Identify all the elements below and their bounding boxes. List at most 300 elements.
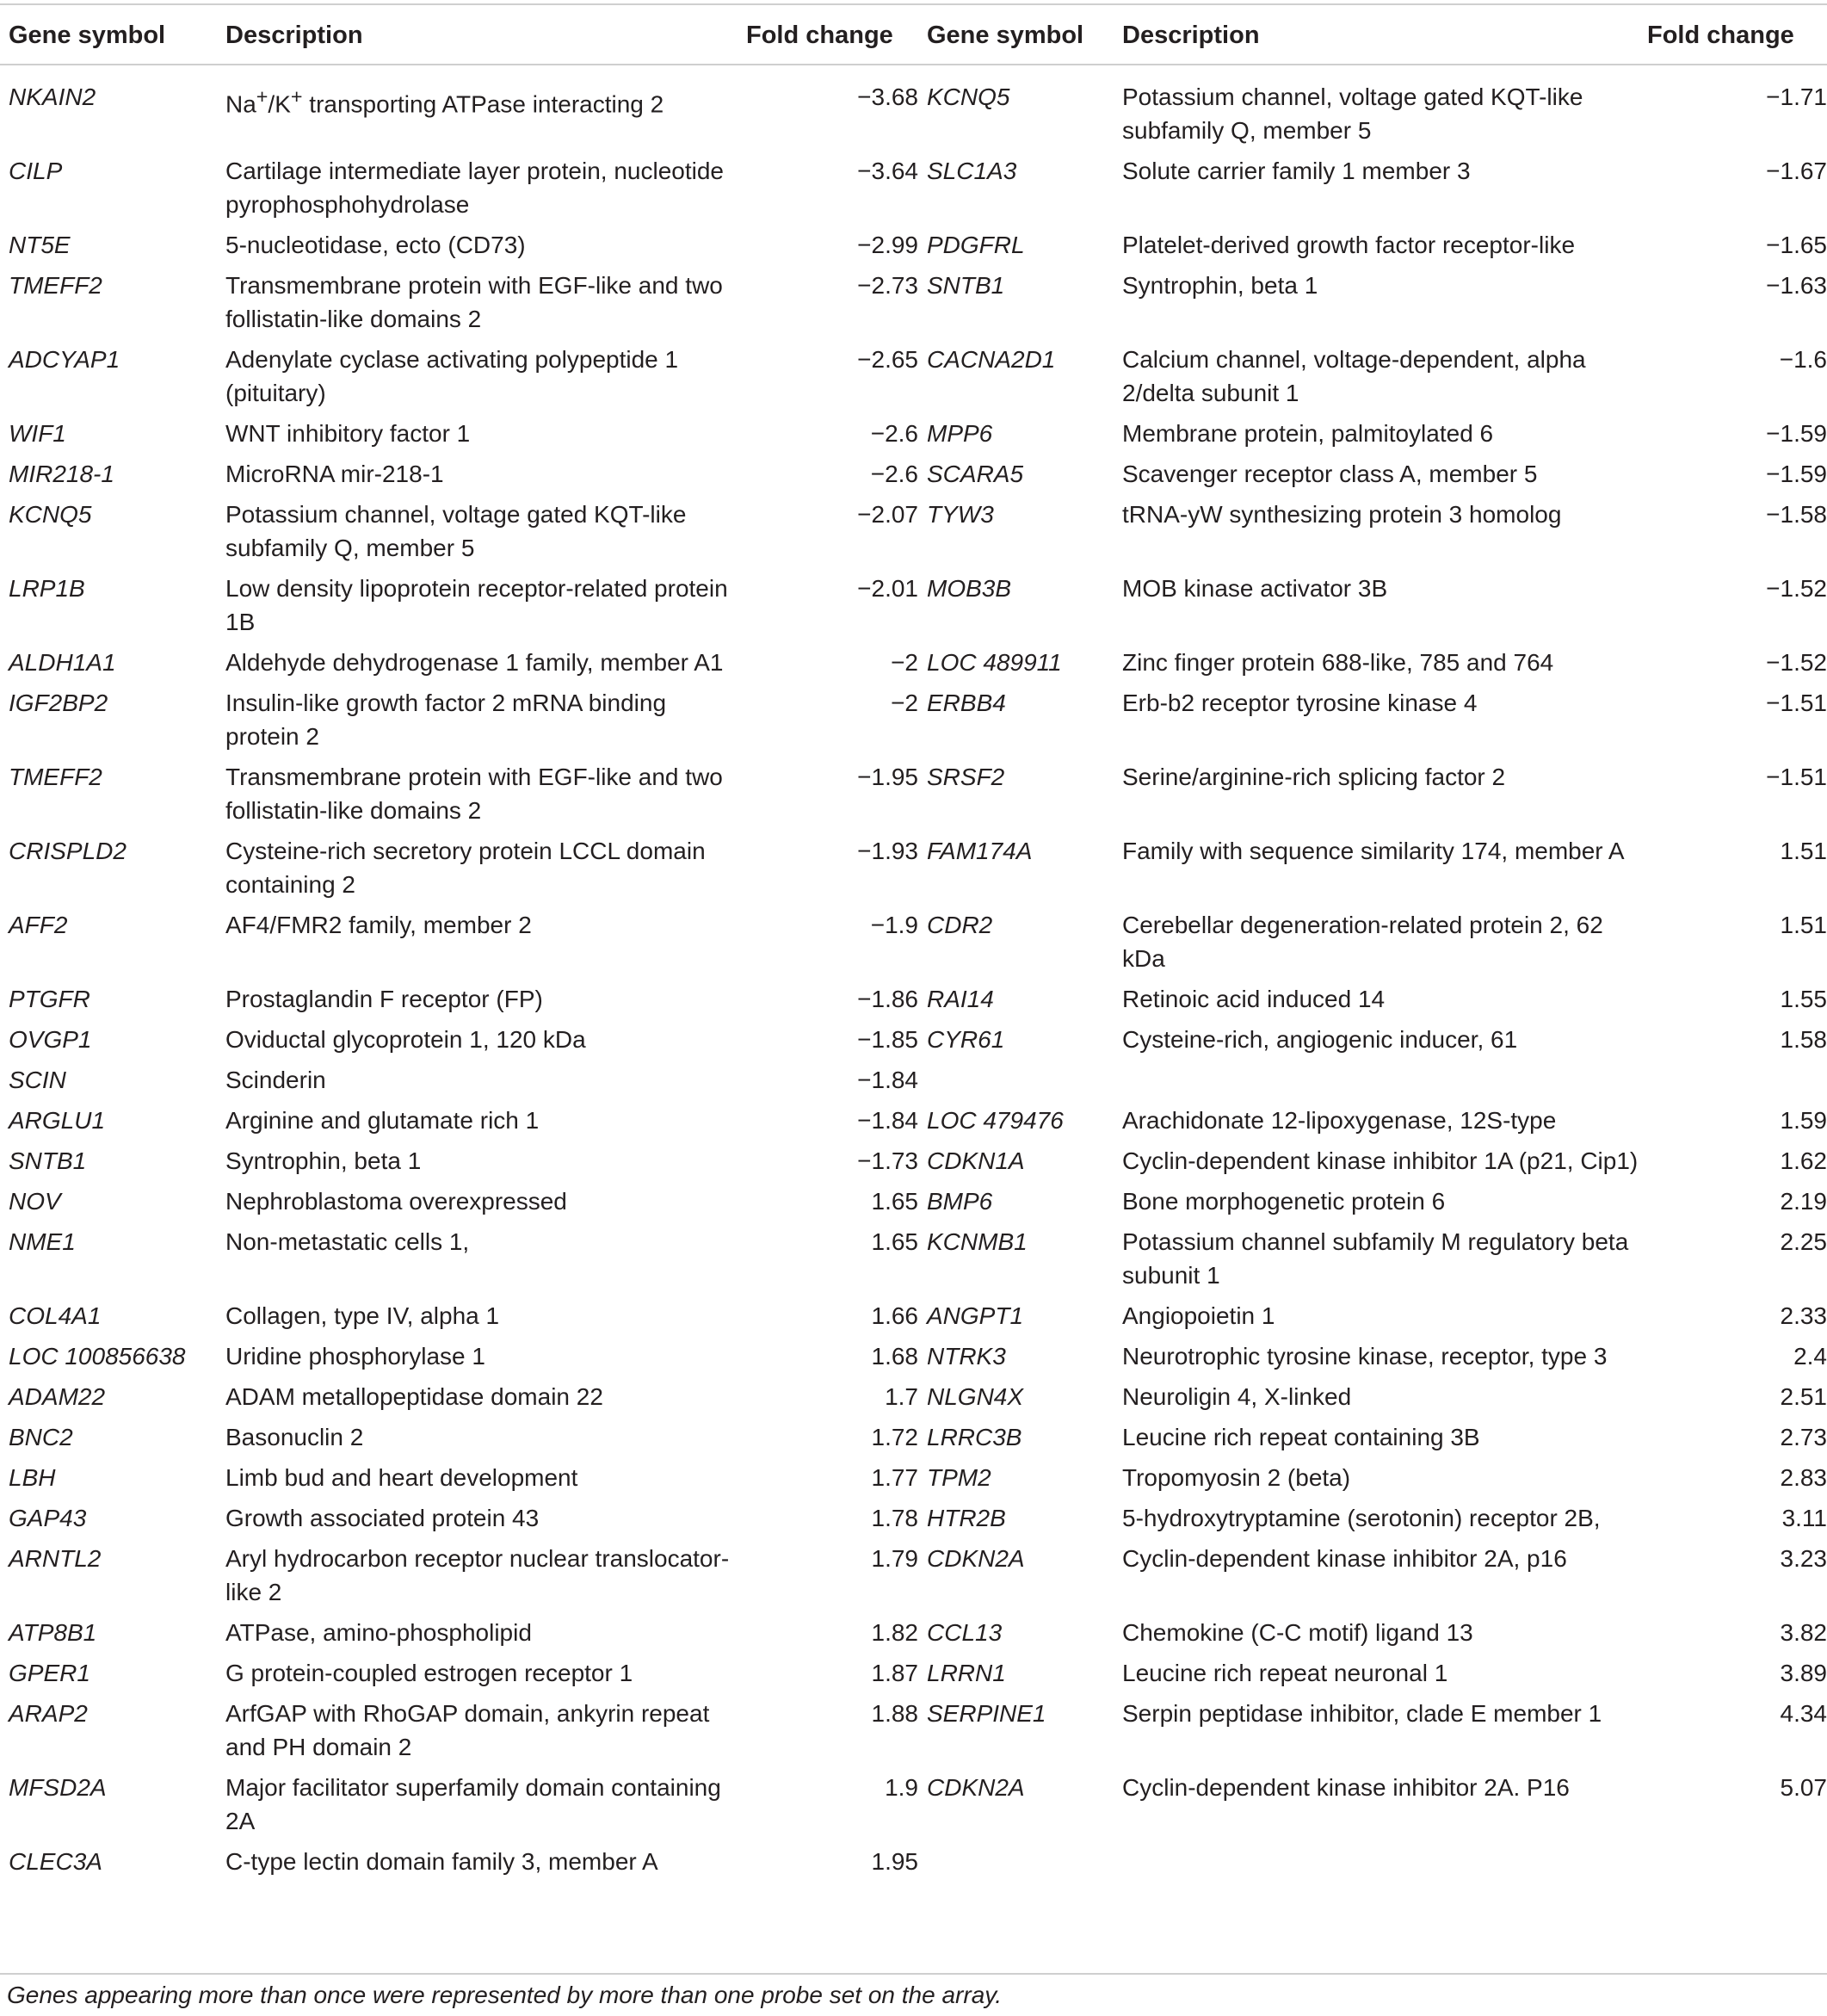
fold-change-left xyxy=(738,343,918,417)
fold-change-right xyxy=(1639,646,1827,686)
table-row xyxy=(0,417,1827,457)
gene-symbol-right: CDKN2A xyxy=(927,1545,1025,1572)
fold-change-right-value: −1.67 xyxy=(1766,158,1827,184)
fold-change-left xyxy=(738,834,918,908)
gene-symbol-right: CDKN1A xyxy=(927,1147,1025,1174)
gene-symbol-right xyxy=(918,1845,1114,1885)
description-right: Cerebellar degeneration-related protein 2, 62 kDa xyxy=(1122,912,1603,972)
fold-change-left-value: 1.65 xyxy=(871,1228,918,1255)
fold-change-right xyxy=(1639,686,1827,760)
description-left: Adenylate cyclase activating polypeptide 1 (pituitary) xyxy=(225,346,679,406)
table-row xyxy=(0,1616,1827,1656)
fold-change-right-value: 3.89 xyxy=(1780,1660,1827,1686)
description-left: Major facilitator superfamily domain containing 2A xyxy=(225,1774,721,1834)
gene-symbol-left: CILP xyxy=(9,158,63,184)
fold-change-right-value: 2.19 xyxy=(1780,1188,1827,1215)
fold-change-left-value: 1.82 xyxy=(871,1619,918,1646)
gene-symbol-left: LBH xyxy=(9,1464,56,1491)
fold-change-right-value: 2.83 xyxy=(1780,1464,1827,1491)
description-left: WNT inhibitory factor 1 xyxy=(225,420,471,447)
description-right: Angiopoietin 1 xyxy=(1122,1302,1275,1329)
description-left: 5-nucleotidase, ecto (CD73) xyxy=(225,232,526,258)
fold-change-left-value: −1.95 xyxy=(857,764,918,790)
description-right: Retinoic acid induced 14 xyxy=(1122,986,1386,1012)
table-row xyxy=(0,1461,1827,1501)
description-left: Oviductal glycoprotein 1, 120 kDa xyxy=(225,1026,586,1053)
fold-change-left xyxy=(738,982,918,1023)
gene-symbol-left: COL4A1 xyxy=(9,1302,102,1329)
gene-symbol-left: NKAIN2 xyxy=(9,83,96,110)
gene-symbol-left: TMEFF2 xyxy=(9,764,102,790)
description-right: Bone morphogenetic protein 6 xyxy=(1122,1188,1446,1215)
description-left: AF4/FMR2 family, member 2 xyxy=(225,912,532,938)
gene-symbol-right: BMP6 xyxy=(927,1188,993,1215)
fold-change-left xyxy=(738,1104,918,1144)
gene-symbol-left: SCIN xyxy=(9,1067,66,1093)
fold-change-right-value: −1.51 xyxy=(1766,764,1827,790)
fold-change-right xyxy=(1639,1420,1827,1461)
fold-change-left xyxy=(738,1063,918,1104)
fold-change-right xyxy=(1639,1299,1827,1339)
description-left: Cartilage intermediate layer protein, nucleotide pyrophosphohydrolase xyxy=(225,158,724,218)
fold-change-right-value: 2.25 xyxy=(1780,1228,1827,1255)
fold-change-right xyxy=(1639,269,1827,343)
fold-change-left-value: 1.66 xyxy=(871,1302,918,1329)
fold-change-left xyxy=(738,68,918,154)
gene-symbol-left: KCNQ5 xyxy=(9,501,92,528)
description-right: Neurotrophic tyrosine kinase, receptor, type 3 xyxy=(1122,1343,1608,1370)
description-right: Syntrophin, beta 1 xyxy=(1122,272,1318,299)
fold-change-left xyxy=(738,1461,918,1501)
fold-change-left-value: 1.79 xyxy=(871,1545,918,1572)
fold-change-right xyxy=(1639,982,1827,1023)
fold-change-right-value: 5.07 xyxy=(1780,1774,1827,1801)
header-description-right: Description xyxy=(1122,22,1260,49)
fold-change-right xyxy=(1639,760,1827,834)
table-row xyxy=(0,269,1827,343)
gene-symbol-left: IGF2BP2 xyxy=(9,690,108,716)
table-row xyxy=(0,982,1827,1023)
fold-change-right xyxy=(1639,1845,1827,1885)
description-right: MOB kinase activator 3B xyxy=(1122,575,1388,602)
table-header-row xyxy=(0,9,1827,68)
fold-change-left-value: −1.86 xyxy=(857,986,918,1012)
gene-symbol-left: SNTB1 xyxy=(9,1147,87,1174)
fold-change-right-value: −1.59 xyxy=(1766,420,1827,447)
table-row xyxy=(0,1771,1827,1845)
gene-symbol-left: OVGP1 xyxy=(9,1026,92,1053)
fold-change-right xyxy=(1639,834,1827,908)
fold-change-right xyxy=(1639,1501,1827,1542)
table-row xyxy=(0,457,1827,498)
fold-change-left-value: −2 xyxy=(891,649,918,676)
gene-fold-change-table xyxy=(0,9,1827,1885)
fold-change-left xyxy=(738,1616,918,1656)
description-right: Membrane protein, palmitoylated 6 xyxy=(1122,420,1494,447)
table-row xyxy=(0,1656,1827,1697)
fold-change-left xyxy=(738,1542,918,1616)
fold-change-left xyxy=(738,1339,918,1380)
fold-change-left-value: 1.9 xyxy=(885,1774,918,1801)
description-right: Calcium channel, voltage-dependent, alpha 2/delta subunit 1 xyxy=(1122,346,1586,406)
gene-symbol-right: LRRC3B xyxy=(927,1424,1022,1450)
fold-change-left xyxy=(738,1420,918,1461)
gene-symbol-left: NOV xyxy=(9,1188,61,1215)
description-left: Prostaglandin F receptor (FP) xyxy=(225,986,543,1012)
gene-symbol-left: ARNTL2 xyxy=(9,1545,102,1572)
gene-symbol-right: CDKN2A xyxy=(927,1774,1025,1801)
fold-change-left xyxy=(738,760,918,834)
description-left: Nephroblastoma overexpressed xyxy=(225,1188,567,1215)
description-right: Zinc finger protein 688-like, 785 and 764 xyxy=(1122,649,1554,676)
description-left: Low density lipoprotein receptor-related protein 1B xyxy=(225,575,728,635)
gene-symbol-left: ARAP2 xyxy=(9,1700,88,1727)
gene-symbol-right: MOB3B xyxy=(927,575,1012,602)
fold-change-right xyxy=(1639,1542,1827,1616)
table-footnote: Genes appearing more than once were represented by more than one probe set on the array. xyxy=(7,1982,1002,2008)
fold-change-right xyxy=(1639,1656,1827,1697)
fold-change-left xyxy=(738,1771,918,1845)
fold-change-left xyxy=(738,1380,918,1420)
superscript-plus: + xyxy=(290,85,303,108)
fold-change-left xyxy=(738,1845,918,1885)
description-left: Uridine phosphorylase 1 xyxy=(225,1343,485,1370)
gene-symbol-right xyxy=(918,1063,1114,1104)
fold-change-right-value: 3.82 xyxy=(1780,1619,1827,1646)
superscript-plus: + xyxy=(256,85,268,108)
header-gene-symbol-left: Gene symbol xyxy=(9,22,166,49)
fold-change-left xyxy=(738,1144,918,1184)
table-body xyxy=(0,68,1827,1885)
gene-symbol-left: NME1 xyxy=(9,1228,76,1255)
header-gene-symbol-right: Gene symbol xyxy=(927,22,1084,49)
fold-change-left-value: −3.68 xyxy=(857,83,918,110)
fold-change-right-value: 2.51 xyxy=(1780,1383,1827,1410)
gene-symbol-right: HTR2B xyxy=(927,1505,1006,1531)
description-right: Chemokine (C-C motif) ligand 13 xyxy=(1122,1619,1473,1646)
fold-change-right xyxy=(1639,228,1827,269)
description-left: G protein-coupled estrogen receptor 1 xyxy=(225,1660,633,1686)
fold-change-left xyxy=(738,1299,918,1339)
header-fold-change-right: Fold change xyxy=(1647,22,1794,49)
description-right: Leucine rich repeat containing 3B xyxy=(1122,1424,1480,1450)
fold-change-right-value: −1.6 xyxy=(1779,346,1827,373)
gene-symbol-left: ALDH1A1 xyxy=(9,649,116,676)
description-left: ATPase, amino-phospholipid xyxy=(225,1619,532,1646)
gene-symbol-right: FAM174A xyxy=(927,838,1033,864)
fold-change-right-value: 2.33 xyxy=(1780,1302,1827,1329)
fold-change-right xyxy=(1639,1144,1827,1184)
table-row xyxy=(0,1380,1827,1420)
table-row xyxy=(0,760,1827,834)
fold-change-right-value: 1.55 xyxy=(1780,986,1827,1012)
description-left: ADAM metallopeptidase domain 22 xyxy=(225,1383,603,1410)
fold-change-right-value: 3.11 xyxy=(1781,1505,1827,1531)
description-left: ArfGAP with RhoGAP domain, ankyrin repeat and PH domain 2 xyxy=(225,1700,710,1760)
table-row xyxy=(0,1845,1827,1885)
fold-change-right xyxy=(1639,1461,1827,1501)
fold-change-left-value: 1.78 xyxy=(871,1505,918,1531)
gene-symbol-left: TMEFF2 xyxy=(9,272,102,299)
description-left: Collagen, type IV, alpha 1 xyxy=(225,1302,500,1329)
gene-symbol-right: KCNMB1 xyxy=(927,1228,1028,1255)
description-left: Syntrophin, beta 1 xyxy=(225,1147,422,1174)
table-row xyxy=(0,1542,1827,1616)
fold-change-right-value: 2.73 xyxy=(1780,1424,1827,1450)
table-row xyxy=(0,1023,1827,1063)
fold-change-right xyxy=(1639,68,1827,154)
gene-symbol-right: LRRN1 xyxy=(927,1660,1006,1686)
fold-change-left xyxy=(738,1184,918,1225)
description-left: Transmembrane protein with EGF-like and two follistatin-like domains 2 xyxy=(225,764,723,824)
description-left: Aldehyde dehydrogenase 1 family, member A1 xyxy=(225,649,724,676)
gene-symbol-left: MFSD2A xyxy=(9,1774,107,1801)
gene-symbol-right: SLC1A3 xyxy=(927,158,1017,184)
description-right: Serpin peptidase inhibitor, clade E member 1 xyxy=(1122,1700,1602,1727)
gene-symbol-right: PDGFRL xyxy=(927,232,1025,258)
table-row xyxy=(0,646,1827,686)
fold-change-left-value: −2.6 xyxy=(870,461,918,487)
table-row xyxy=(0,1339,1827,1380)
fold-change-right xyxy=(1639,1380,1827,1420)
fold-change-left xyxy=(738,269,918,343)
description-right: Arachidonate 12-lipoxygenase, 12S-type xyxy=(1122,1107,1557,1134)
gene-symbol-left: GPER1 xyxy=(9,1660,90,1686)
table-row xyxy=(0,1104,1827,1144)
fold-change-left xyxy=(738,1501,918,1542)
fold-change-left-value: 1.72 xyxy=(871,1424,918,1450)
fold-change-right-value: 3.23 xyxy=(1780,1545,1827,1572)
fold-change-left xyxy=(738,686,918,760)
fold-change-left-value: −3.64 xyxy=(857,158,918,184)
fold-change-right-value: −1.52 xyxy=(1766,575,1827,602)
table-row xyxy=(0,1144,1827,1184)
description-left: C-type lectin domain family 3, member A xyxy=(225,1848,658,1875)
fold-change-right-value: −1.71 xyxy=(1766,83,1827,110)
fold-change-left xyxy=(738,498,918,572)
fold-change-left-value: −2.01 xyxy=(857,575,918,602)
table-row xyxy=(0,154,1827,228)
fold-change-right xyxy=(1639,154,1827,228)
fold-change-right xyxy=(1639,1339,1827,1380)
gene-symbol-right: CDR2 xyxy=(927,912,993,938)
description-left: Insulin-like growth factor 2 mRNA binding protein 2 xyxy=(225,690,667,750)
gene-symbol-left: LOC 100856638 xyxy=(9,1343,186,1370)
fold-change-right-value: 2.4 xyxy=(1793,1343,1827,1370)
fold-change-right-value: 1.51 xyxy=(1780,912,1827,938)
table-row xyxy=(0,572,1827,646)
gene-symbol-right: TPM2 xyxy=(927,1464,991,1491)
table-row xyxy=(0,1063,1827,1104)
bottom-rule xyxy=(0,1973,1827,1975)
fold-change-right xyxy=(1639,457,1827,498)
gene-symbol-left: WIF1 xyxy=(9,420,66,447)
table-row xyxy=(0,498,1827,572)
gene-symbol-left: ARGLU1 xyxy=(9,1107,106,1134)
table-row xyxy=(0,1299,1827,1339)
description-right: Family with sequence similarity 174, member A xyxy=(1122,838,1625,864)
gene-symbol-right: SERPINE1 xyxy=(927,1700,1046,1727)
table-row xyxy=(0,1420,1827,1461)
description-right: Solute carrier family 1 member 3 xyxy=(1122,158,1471,184)
header-fold-change-left: Fold change xyxy=(746,22,893,49)
fold-change-right-value: −1.58 xyxy=(1766,501,1827,528)
gene-symbol-right: CYR61 xyxy=(927,1026,1005,1053)
fold-change-right xyxy=(1639,417,1827,457)
fold-change-right xyxy=(1639,1771,1827,1845)
description-left: Na+/K+ transporting ATPase interacting 2 xyxy=(225,85,664,118)
description-left: MicroRNA mir-218-1 xyxy=(225,461,444,487)
gene-symbol-right: SNTB1 xyxy=(927,272,1005,299)
description-left: Non-metastatic cells 1, xyxy=(225,1228,470,1255)
table-row xyxy=(0,343,1827,417)
description-left: Growth associated protein 43 xyxy=(225,1505,540,1531)
fold-change-left-value: −1.73 xyxy=(857,1147,918,1174)
table-row xyxy=(0,1225,1827,1299)
fold-change-left xyxy=(738,154,918,228)
fold-change-left-value: −1.93 xyxy=(857,838,918,864)
description-right: Platelet-derived growth factor receptor-like xyxy=(1122,232,1576,258)
gene-symbol-left: ATP8B1 xyxy=(9,1619,97,1646)
fold-change-left xyxy=(738,1225,918,1299)
fold-change-right xyxy=(1639,1697,1827,1771)
fold-change-left xyxy=(738,1697,918,1771)
gene-symbol-left: ADCYAP1 xyxy=(9,346,120,373)
description-right: tRNA-yW synthesizing protein 3 homolog xyxy=(1122,501,1562,528)
description-right: Cyclin-dependent kinase inhibitor 1A (p21, Cip1) xyxy=(1122,1147,1639,1174)
description-right: Neuroligin 4, X-linked xyxy=(1122,1383,1352,1410)
description-right: Cyclin-dependent kinase inhibitor 2A. P16 xyxy=(1122,1774,1570,1801)
description-right: Serine/arginine-rich splicing factor 2 xyxy=(1122,764,1506,790)
fold-change-left xyxy=(738,646,918,686)
fold-change-left-value: −2 xyxy=(891,690,918,716)
description-left: Limb bud and heart development xyxy=(225,1464,578,1491)
description-right: 5-hydroxytryptamine (serotonin) receptor 2B, xyxy=(1122,1505,1601,1531)
description-left: Potassium channel, voltage gated KQT-like subfamily Q, member 5 xyxy=(225,501,687,561)
fold-change-right-value: −1.59 xyxy=(1766,461,1827,487)
table-row xyxy=(0,908,1827,982)
fold-change-left xyxy=(738,908,918,982)
top-rule xyxy=(0,3,1827,5)
fold-change-right-value: −1.52 xyxy=(1766,649,1827,676)
fold-change-left-value: 1.68 xyxy=(871,1343,918,1370)
fold-change-left-value: −2.73 xyxy=(857,272,918,299)
fold-change-left-value: −2.6 xyxy=(870,420,918,447)
fold-change-right-value: 1.51 xyxy=(1780,838,1827,864)
gene-symbol-right: ANGPT1 xyxy=(927,1302,1024,1329)
fold-change-left-value: 1.65 xyxy=(871,1188,918,1215)
fold-change-left-value: 1.87 xyxy=(871,1660,918,1686)
description-right: Potassium channel, voltage gated KQT-like subfamily Q, member 5 xyxy=(1122,83,1583,144)
fold-change-right xyxy=(1639,1616,1827,1656)
fold-change-right xyxy=(1639,572,1827,646)
description-right: Erb-b2 receptor tyrosine kinase 4 xyxy=(1122,690,1478,716)
table-row xyxy=(0,1697,1827,1771)
description-left: Scinderin xyxy=(225,1067,326,1093)
fold-change-left xyxy=(738,228,918,269)
gene-symbol-left: LRP1B xyxy=(9,575,85,602)
fold-change-right xyxy=(1639,1104,1827,1144)
fold-change-left-value: 1.95 xyxy=(871,1848,918,1875)
gene-symbol-right: TYW3 xyxy=(927,501,994,528)
header-description-left: Description xyxy=(225,22,363,49)
description-right: Tropomyosin 2 (beta) xyxy=(1122,1464,1351,1491)
fold-change-right xyxy=(1639,1225,1827,1299)
gene-symbol-left: NT5E xyxy=(9,232,71,258)
fold-change-left-value: 1.88 xyxy=(871,1700,918,1727)
table-row xyxy=(0,686,1827,760)
gene-symbol-right: NTRK3 xyxy=(927,1343,1006,1370)
table-row xyxy=(0,1501,1827,1542)
description-left: Cysteine-rich secretory protein LCCL domain containing 2 xyxy=(225,838,706,898)
fold-change-right-value: −1.51 xyxy=(1766,690,1827,716)
gene-symbol-right: KCNQ5 xyxy=(927,83,1010,110)
gene-symbol-right: LOC 489911 xyxy=(927,649,1062,676)
gene-symbol-right: CCL13 xyxy=(927,1619,1003,1646)
fold-change-right-value: −1.63 xyxy=(1766,272,1827,299)
gene-symbol-left: BNC2 xyxy=(9,1424,73,1450)
description-left: Transmembrane protein with EGF-like and two follistatin-like domains 2 xyxy=(225,272,723,332)
gene-symbol-left: GAP43 xyxy=(9,1505,87,1531)
table-row xyxy=(0,834,1827,908)
fold-change-right-value: 1.59 xyxy=(1780,1107,1827,1134)
description-left: Arginine and glutamate rich 1 xyxy=(225,1107,540,1134)
description-right: Cysteine-rich, angiogenic inducer, 61 xyxy=(1122,1026,1518,1053)
fold-change-left-value: −1.9 xyxy=(870,912,918,938)
description-right: Leucine rich repeat neuronal 1 xyxy=(1122,1660,1448,1686)
fold-change-left-value: −1.84 xyxy=(857,1067,918,1093)
fold-change-left-value: −2.65 xyxy=(857,346,918,373)
fold-change-right xyxy=(1639,498,1827,572)
gene-symbol-right: MPP6 xyxy=(927,420,993,447)
fold-change-left xyxy=(738,1656,918,1697)
gene-symbol-left: CLEC3A xyxy=(9,1848,102,1875)
fold-change-left-value: −1.85 xyxy=(857,1026,918,1053)
fold-change-right xyxy=(1639,343,1827,417)
fold-change-left xyxy=(738,572,918,646)
description-left: Basonuclin 2 xyxy=(225,1424,364,1450)
description-right: Cyclin-dependent kinase inhibitor 2A, p16 xyxy=(1122,1545,1567,1572)
gene-symbol-right: SRSF2 xyxy=(927,764,1005,790)
gene-symbol-left: PTGFR xyxy=(9,986,90,1012)
fold-change-right-value: 1.62 xyxy=(1780,1147,1827,1174)
fold-change-right xyxy=(1639,1023,1827,1063)
gene-symbol-left: ADAM22 xyxy=(9,1383,106,1410)
gene-symbol-left: MIR218-1 xyxy=(9,461,114,487)
fold-change-left xyxy=(738,417,918,457)
fold-change-right xyxy=(1639,908,1827,982)
description-left: Aryl hydrocarbon receptor nuclear translocator-like 2 xyxy=(225,1545,730,1605)
gene-symbol-right: NLGN4X xyxy=(927,1383,1024,1410)
fold-change-left-value: −1.84 xyxy=(857,1107,918,1134)
table-row xyxy=(0,68,1827,154)
fold-change-left-value: 1.7 xyxy=(885,1383,918,1410)
description-right xyxy=(1114,1845,1639,1885)
description-right: Scavenger receptor class A, member 5 xyxy=(1122,461,1538,487)
description-right: Potassium channel subfamily M regulatory beta subunit 1 xyxy=(1122,1228,1629,1289)
fold-change-left-value: −2.99 xyxy=(857,232,918,258)
fold-change-left-value: 1.77 xyxy=(871,1464,918,1491)
fold-change-right xyxy=(1639,1063,1827,1104)
table-row xyxy=(0,228,1827,269)
gene-symbol-right: CACNA2D1 xyxy=(927,346,1056,373)
fold-change-right-value: 1.58 xyxy=(1780,1026,1827,1053)
fold-change-right-value: −1.65 xyxy=(1766,232,1827,258)
gene-symbol-right: SCARA5 xyxy=(927,461,1024,487)
gene-symbol-right: RAI14 xyxy=(927,986,994,1012)
gene-symbol-left: AFF2 xyxy=(9,912,68,938)
gene-symbol-left: CRISPLD2 xyxy=(9,838,127,864)
